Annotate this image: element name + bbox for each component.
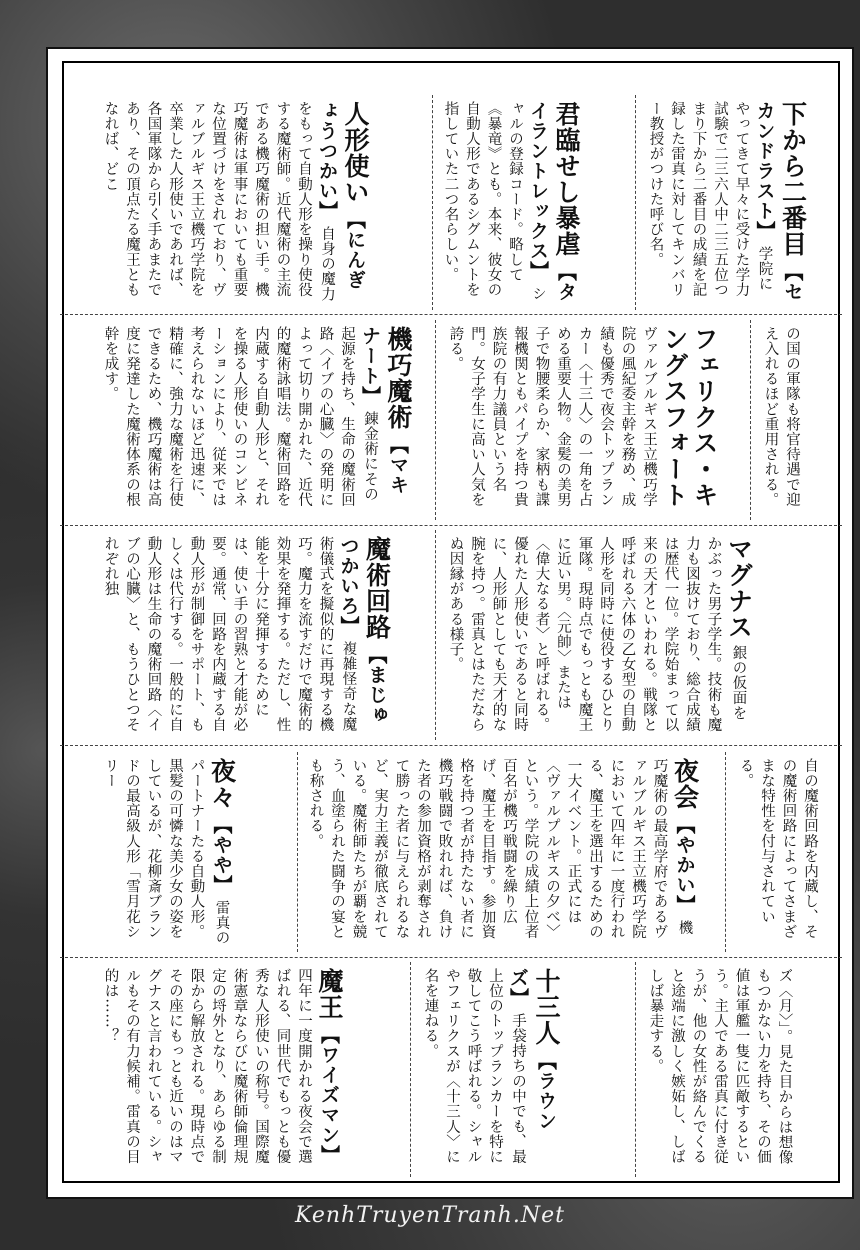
entry-rounds <box>415 962 630 1177</box>
entry-title: フェリクス・キングスフォート <box>660 326 719 508</box>
entry-title: 十三人 <box>532 968 561 1046</box>
entry-column <box>300 752 704 952</box>
entry-column <box>640 962 799 1177</box>
entry-reading: 【マキナート】 <box>359 326 409 496</box>
divider-vertical <box>435 320 436 520</box>
entry-body: 銀の仮面をかぶった男子学生。技術も魔力も図抜けており、総合成績は歴代一位。学院始まって以来の天才といわれる。戦隊と呼ばれる六体の乙女型の自動人形を同時に使役するひとり軍隊。現時点でもっとも魔王に近い男。〈元帥〉または〈偉大なる者〉と呼ばれる。優れた人形使いであると同時に、人形師としても天才的な腕を持つ。雷真とはただならぬ因縁がある様子。 <box>447 536 747 733</box>
entry-felix <box>440 320 745 520</box>
entry-reading: 【タイラントレックス】 <box>527 101 577 303</box>
entry-continuation <box>640 962 805 1177</box>
divider <box>60 525 842 526</box>
entry-continuation <box>755 320 805 520</box>
divider-vertical <box>432 95 433 310</box>
entry-title: マグナス <box>724 536 754 640</box>
entry-body: ズ〈月〉」。見た目からは想像もつかない力を持ち、その価値は軍艦一隻に匹敵するという。主人である雷真に付き従うが、他の女性が絡んでくると途端に激しく嫉妬し、しばしば暴走する。 <box>647 968 793 1165</box>
entry-body: 自身の魔力をもって自動人形を操り使役する魔術師。近代魔術の主流である機巧魔術の担い手。機巧魔術は軍事においても重要な位置づけをされており、ヴァルブルギス王立機巧学院を卒業した人形使いであれば、各国軍隊から引く手あまたであり、その頂点たる魔王ともなれば、どこ <box>102 101 335 302</box>
entry-title: 魔術回路 <box>362 536 392 640</box>
entry-column <box>95 962 348 1177</box>
entry-title: 夜会 <box>670 758 700 810</box>
entry-title: 君臨せし暴虐 <box>552 101 581 257</box>
entry-reading: 【ワイズマン】 <box>318 1025 340 1166</box>
entry-magic-circuit <box>95 530 430 740</box>
divider-vertical <box>725 752 726 952</box>
entry-body: 学院にやってきて早々に受けた学力試験で二三六人中二三五位つまり下から二番目の成績を記録した雷真に対してキンバリー教授がつけた呼び名。 <box>647 101 773 298</box>
entry-second-last <box>640 95 808 310</box>
entry-magnus <box>440 530 805 740</box>
entry-reading: 【にんぎょうつかい】 <box>316 101 366 291</box>
divider-vertical <box>750 320 751 520</box>
divider-vertical <box>410 962 411 1177</box>
entry-machinart <box>95 320 430 520</box>
entry-yakai <box>300 752 720 952</box>
entry-column <box>440 320 723 520</box>
entry-reading: 【まじゅつかいろ】 <box>337 536 388 726</box>
entry-body: ヴァルブルギス王立機巧学院の風紀委主幹を務め、成績も優秀で夜会トップランカー〈十三人〉の一角を占める重要人物。金髪の美男子で物腰柔らか、家柄も諜報機関ともパイプを持つ貴族院の有力議員という名門。女子学生に高い人気を誇る。 <box>447 326 657 508</box>
entry-body: 機巧魔術の最高学府であるヴァルブルギス王立機巧学院において四年に一度行われる、魔王を選出するための一大イベント。正式には〈ヴァルプルギスの夕べ〉という。学院の成績上位者百名が機巧戦闘を繰り広げ、魔王を目指す。参加資格を持つ者が持たない者に機巧戦闘で敗れれば、負けた者の参加資格が剥奪されて勝った者に与えられるなど、実力主義が徹底されている。魔術師たちが覇を競う、血塗られた闘争の宴とも称される。 <box>307 758 693 940</box>
entry-tyrant-rex <box>435 95 630 310</box>
entry-column <box>415 962 565 1177</box>
entry-body: 錬金術にその起源を持ち、生命の魔術回路〈イブの心臓〉の発明によって切り開かれた、近代的魔術詠唱法。魔術回路を内蔵する自動人形と、それを操る人形使いのコンビネーションにより、従来では考えられないほど迅速に、精確に、強力な魔術を行使できるため、機巧魔術は高度に発達した魔術体系の根幹を成す。 <box>102 326 378 508</box>
entry-yaya <box>95 752 295 952</box>
entry-reading: 【やかい】 <box>673 815 696 916</box>
entry-column <box>95 320 417 520</box>
entry-column <box>730 752 824 952</box>
entry-body: 四年に一度開かれる夜会で選ばれる、同世代でもっとも優秀な人形使いの称号。国際魔術憲章ならびに魔術師倫理規定の埒外となり、あらゆる制限から解放される。現時点でその座にもっとも近いのはマグナスと言われている。シャルもその有力候補。雷真の目的は……？ <box>102 968 312 1165</box>
entry-body: 雷真のパートナーたる自動人形。黒髪の可憐な美少女の姿をしているが、花柳斎ブランドの最高級人形「雪月花シリー <box>102 758 230 946</box>
entry-title: 下から二番目 <box>778 101 808 257</box>
entry-reading: 【やや】 <box>210 815 233 896</box>
entry-title: 夜々 <box>207 758 237 810</box>
divider-vertical <box>297 752 298 952</box>
entry-column <box>755 320 806 520</box>
entry-column <box>95 752 241 952</box>
entry-column <box>440 530 758 740</box>
entry-column <box>435 95 585 310</box>
divider-vertical <box>635 95 636 310</box>
entry-body: シャルの登録コード。略して《暴竜》とも。本来、彼女の自動人形であるシグムントを指していた二つ名らしい。 <box>442 101 546 302</box>
divider-vertical <box>435 530 436 740</box>
watermark: KenhTruyenTranh.Net <box>295 1203 565 1228</box>
entry-continuation <box>730 752 818 952</box>
entry-title: 機巧魔術 <box>384 326 413 430</box>
entry-reading: 【セカンドラスト】 <box>753 101 804 303</box>
entry-wiseman <box>95 962 405 1177</box>
divider-vertical <box>635 962 636 1177</box>
entry-body: 自の魔術回路を内蔵し、その魔術回路によってさまざまな特性を付与されている。 <box>737 758 818 940</box>
entry-title: 人形使い <box>341 101 370 205</box>
entry-reading: 【ラウンズ】 <box>507 968 557 1132</box>
entry-doll-user <box>95 95 425 310</box>
divider <box>60 745 842 746</box>
entry-body: 複雑怪奇な魔術儀式を擬似的に再現する機巧。魔力を流すだけで魔術的効果を発揮する。ただし、性能を十分に発揮するためには、使い手の習熟と才能が必要。通常、回路を内蔵する自動人形が制御をサポート、もしくは代行する。一般的に自動人形は生命の魔術回路〈イブの心臓〉と、もうひとつそれぞれ独 <box>102 536 357 733</box>
entry-column <box>95 530 396 740</box>
entry-body: の国の軍隊も将官待遇で迎え入れるほど重用される。 <box>762 326 800 508</box>
divider <box>60 957 842 958</box>
entry-column <box>95 95 374 310</box>
entry-body: 手袋持ちの中でも、最上位のトップランカーを特に敬してこう呼ばれる。シャルやフェリクスが〈十三人〉に名を連ねる。 <box>422 968 526 1165</box>
entry-title: 魔王 <box>315 968 344 1020</box>
divider <box>60 314 842 315</box>
entry-column <box>640 95 812 310</box>
